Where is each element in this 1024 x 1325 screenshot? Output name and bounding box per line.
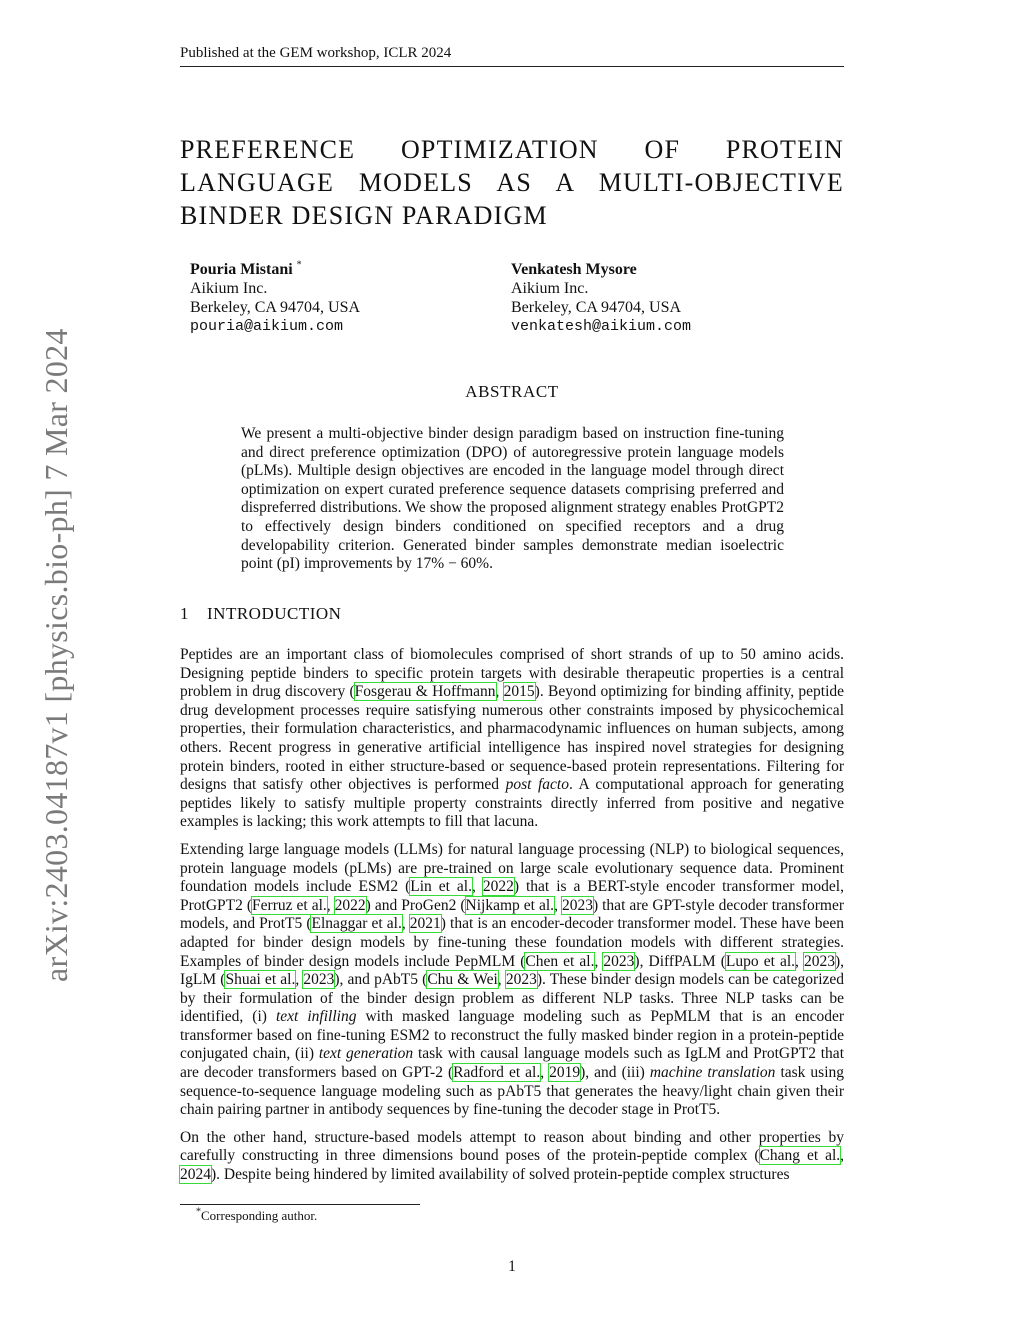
citation-link[interactable]: 2022 [334, 896, 366, 914]
text-run: , [840, 1147, 844, 1165]
text-run: Peptides are an important class of biomolecules comprised of short strands of up to 50 amino acids. Designing peptide binders to specific protein targets with desirable therapeutic properties is a central problem in drug discovery ( [180, 646, 844, 701]
citation-link[interactable]: 2019 [549, 1064, 581, 1082]
emphasis: machine translation [649, 1064, 776, 1082]
citation-link[interactable]: Chen et al. [525, 952, 595, 970]
text-run: ), and (iii) [580, 1064, 650, 1082]
text-run: task using sequence-to-sequence language modeling such as pAbT5 that generates the heavy/light chain given their chain pairing partner in antibody sequences by fine-tuning the decoder stage in ProtT5. [180, 1064, 845, 1119]
text-run: ). Despite being hindered by limited availability of solved protein-peptide complex structures [211, 1166, 790, 1184]
text-run: , [471, 878, 483, 896]
emphasis: post facto [505, 776, 569, 794]
text-run: , [495, 683, 504, 701]
author-footnote-mark: * [296, 259, 302, 271]
text-run: On the other hand, structure-based models attempt to reason about binding and other properties by carefully constructing in three dimensions bound poses of the protein-peptide complex ( [180, 1128, 844, 1165]
footnote-divider [180, 1204, 420, 1205]
author-affiliation: Aikium Inc. [190, 280, 268, 297]
citation-link[interactable]: 2023 [803, 952, 835, 970]
author-address: Berkeley, CA 94704, USA [190, 299, 361, 316]
citation-link[interactable]: Chang et al. [759, 1147, 841, 1165]
footnote-text: Corresponding author. [201, 1208, 318, 1223]
author-email: venkatesh@aikium.com [511, 318, 692, 335]
text-run: ) that are GPT-style decoder transformer models, and ProtT5 ( [180, 896, 844, 933]
abstract-heading: ABSTRACT [465, 382, 559, 401]
citation-link[interactable]: Radford et al. [453, 1064, 541, 1082]
text-run: , [401, 915, 410, 933]
text-run: ), and pAbT5 ( [334, 971, 428, 989]
citation-link[interactable]: Fosgerau & Hoffmann [354, 683, 496, 701]
author-name: Venkatesh Mysore [511, 261, 637, 278]
citation-link[interactable]: 2023 [603, 952, 635, 970]
author-block [511, 260, 691, 336]
paragraph-intro-1 [180, 646, 844, 832]
running-header: Published at the GEM workshop, ICLR 2024 [180, 43, 844, 67]
citation-link[interactable]: Shuai et al. [225, 971, 296, 989]
paper-title: PREFERENCE OPTIMIZATION OF PROTEIN LANGUAGE MODELS AS A MULTI-OBJECTIVE BINDER DESIGN PARADIGM [180, 135, 844, 230]
text-run: ) that is a BERT-style encoder transformer model, ProtGPT2 ( [180, 878, 844, 914]
text-run: ) that is an encoder-decoder transformer model. These have been adapted for binder design models by fine-tuning these foundation models with different strategies. Examples of binder design models include PepMLM ( [180, 915, 844, 970]
text-run: ) and ProGen2 ( [365, 896, 466, 914]
body-text [180, 646, 844, 1194]
citation-link[interactable]: 2023 [505, 971, 537, 989]
author-name: Pouria Mistani [190, 261, 293, 278]
text-run: ). These binder design models can be categorized by their formulation of the binder design problem as different NLP tasks. Three NLP tasks can be identified, (i) [180, 971, 845, 1026]
section-title: INTRODUCTION [207, 604, 342, 623]
emphasis: text generation [318, 1045, 414, 1063]
citation-link[interactable]: Lupo et al. [725, 952, 796, 970]
footnote-mark: * [196, 1206, 201, 1218]
text-run: ). Beyond optimizing for binding affinity, peptide drug development processes require satisfying numerous other constraints imposed by physicochemical properties, their formulation characteristics, and pharmacodynamic influences on human subjects, among others. Recent progress in generative artificial intelligence has inspired novel strategies for designing protein binders, rooted in either structure-based or sequence-based protein representations. Filtering for designs that satisfy other objectives is performed [180, 683, 845, 794]
text-run: task with causal language models such as IgLM and ProtGPT2 that are decoder transformers based on GPT-2 ( [180, 1045, 844, 1082]
footnote [196, 1208, 317, 1224]
arxiv-identifier: arXiv:2403.04187v1 [physics.bio-ph] 7 Mar 2024 [38, 328, 74, 982]
citation-link[interactable]: Nijkamp et al. [465, 896, 555, 914]
text-run: , [540, 1064, 550, 1082]
text-run: . A computational approach for generating peptides likely to satisfy multiple property constraints directly inferred from positive and negative examples is lacking; this work attempts to fill that lacuna. [180, 776, 844, 831]
citation-link[interactable]: Elnaggar et al. [311, 915, 402, 933]
citation-link[interactable]: Ferruz et al. [252, 896, 327, 914]
citation-link[interactable]: 2024 [180, 1166, 211, 1184]
text-run: ), IgLM ( [180, 952, 844, 989]
paragraph-intro-2 [180, 841, 844, 1120]
text-run: with masked language modeling such as PepMLM that is an encoder transformer based on fine-tuning ESM2 to reconstruct the fully masked binder region in a protein-peptide conjugated chain, (ii) [180, 1008, 844, 1063]
citation-link[interactable]: Chu & Wei [427, 971, 498, 989]
text-run: Extending large language models (LLMs) for natural language processing (NLP) to biological sequences, protein language models (pLMs) are pre-trained on large scale evolutionary sequence data. Prominent foundation models include ESM2 ( [180, 840, 844, 896]
abstract-text: We present a multi-objective binder design paradigm based on instruction fine-tuning and direct preference optimization (DPO) of autoregressive protein language models (pLMs). Multiple design objectives are encoded in the language model through direct optimization on expert curated preference sequence datasets comprising preferred and dispreferred distributions. We show the proposed alignment strategy enables ProtGPT2 to effectively design binders conditioned on specified receptors and a drug developability criterion. Generated binder samples demonstrate median isoelectric point (pI) improvements by 17% − 60%. [241, 425, 784, 573]
citation-link[interactable]: 2023 [303, 971, 335, 989]
text-run: , [295, 971, 304, 989]
author-email: pouria@aikium.com [190, 318, 344, 335]
text-run: , [594, 952, 604, 970]
citation-link[interactable]: 2023 [561, 896, 593, 914]
section-number: 1 [180, 604, 189, 623]
emphasis: text infilling [275, 1008, 357, 1026]
author-affiliation: Aikium Inc. [511, 280, 589, 297]
citation-link[interactable]: 2021 [409, 915, 441, 933]
section-heading [180, 604, 341, 624]
author-address: Berkeley, CA 94704, USA [511, 299, 682, 316]
author-block [190, 260, 360, 336]
text-run: , [554, 896, 562, 914]
text-run: , [795, 952, 804, 970]
paragraph-intro-3 [180, 1129, 844, 1185]
citation-link[interactable]: Lin et al. [410, 878, 472, 896]
text-run: , [326, 896, 335, 914]
citation-link[interactable]: 2022 [482, 878, 514, 896]
text-run: , [497, 971, 506, 989]
citation-link[interactable]: 2015 [503, 683, 535, 701]
text-run: ), DiffPALM ( [634, 952, 726, 970]
page-number: 1 [508, 1258, 516, 1275]
